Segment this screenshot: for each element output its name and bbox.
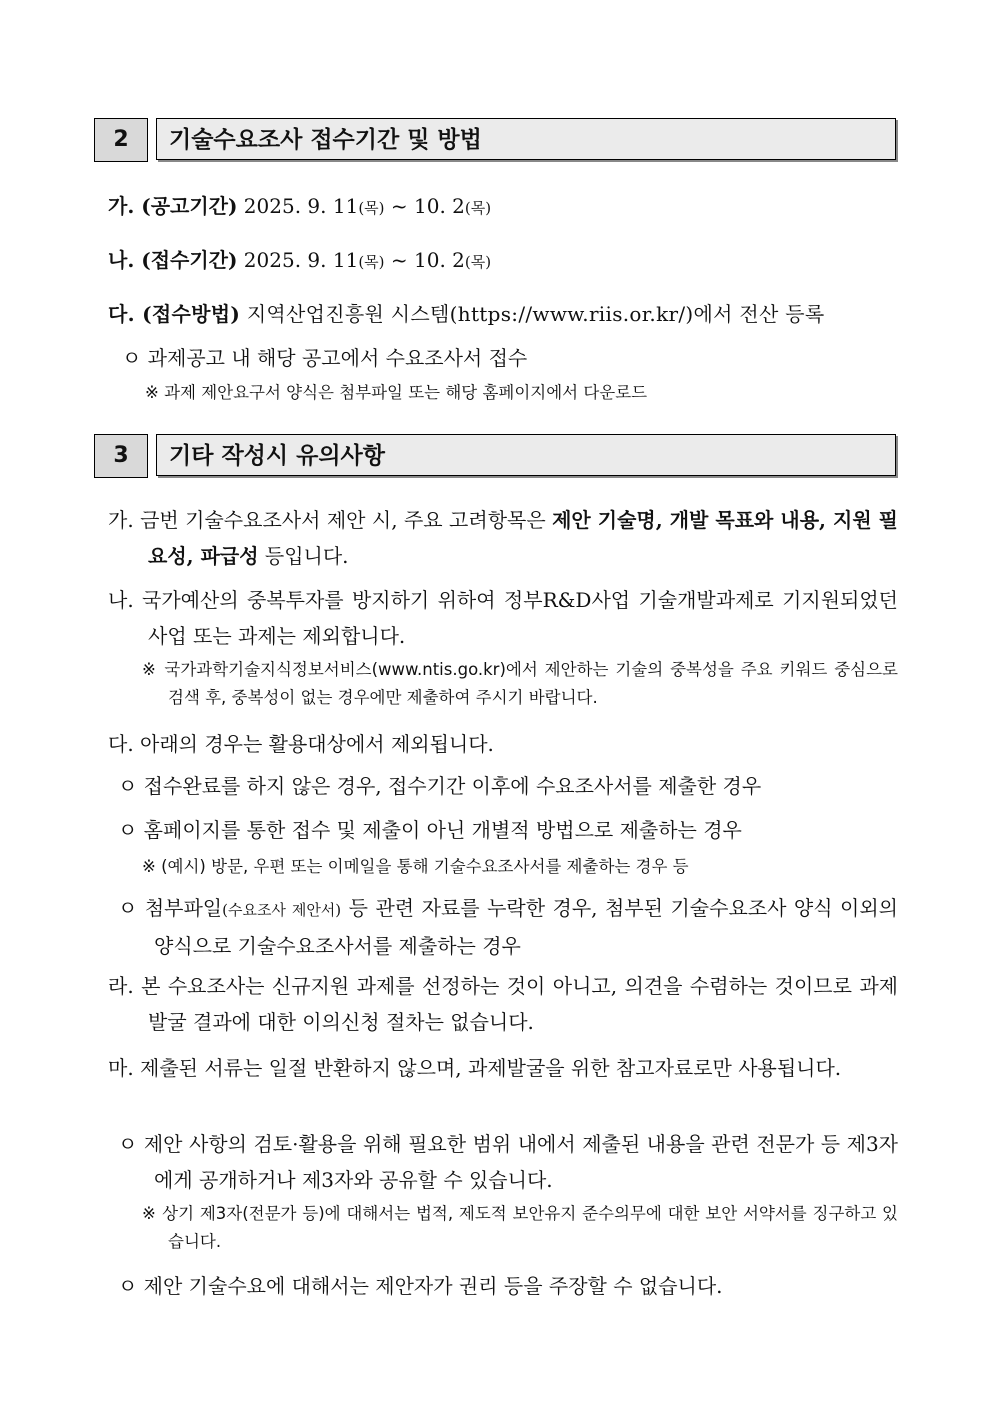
note: ※ 과제 제안요구서 양식은 첨부파일 또는 해당 홈페이지에서 다운로드 <box>145 383 648 402</box>
bullet-item: ㅇ 제안 사항의 검토·활용을 위해 필요한 범위 내에서 제출된 내용을 관련 전문가 등 제3자에게 공개하거나 제3자와 공유할 수 있습니다. <box>118 1132 898 1192</box>
item-label: 다. (접수방법) <box>108 302 241 326</box>
consideration-items: 가. 금번 기술수요조사서 제안 시, 주요 고려항목은 제안 기술명, 개발 목표와 내용, 지원 필요성, 파급성 등입니다. <box>108 508 898 568</box>
bullet-item: ㅇ 접수완료를 하지 않은 경우, 접수기간 이후에 수요조사서를 제출한 경우 <box>118 774 762 798</box>
item-label: 가. (공고기간) <box>108 194 238 218</box>
document-return-notice: 마. 제출된 서류는 일절 반환하지 않으며, 과제발굴을 위한 참고자료로만 사용됩니다. <box>108 1056 842 1080</box>
note: ※ 상기 제3자(전문가 등)에 대해서는 법적, 제도적 보안유지 준수의무에 대한 보안 서약서를 징구하고 있습니다. <box>142 1204 898 1251</box>
section-number: 2 <box>94 118 148 162</box>
no-appeal-notice: 라. 본 수요조사는 신규지원 과제를 선정하는 것이 아니고, 의견을 수렴하는 것이므로 과제 발굴 결과에 대한 이의신청 절차는 없습니다. <box>108 974 898 1034</box>
exclusion-heading: 다. 아래의 경우는 활용대상에서 제외됩니다. <box>108 732 494 756</box>
item-label: 나. (접수기간) <box>108 248 238 272</box>
bullet-item: ㅇ 과제공고 내 해당 공고에서 수요조사서 접수 <box>122 346 528 370</box>
section-number: 3 <box>94 434 148 478</box>
announcement-period: 가. (공고기간) 2025. 9. 11(목) ~ 10. 2(목) <box>108 194 492 218</box>
note: ※ 국가과학기술지식정보서비스(www.ntis.go.kr)에서 제안하는 기술의 중복성을 주요 키워드 중심으로 검색 후, 중복성이 없는 경우에만 제출하여 주시기 바랍니다. <box>142 660 898 707</box>
section-3-header <box>94 434 898 478</box>
submission-method: 다. (접수방법) 지역산업진흥원 시스템(https://www.riis.or.kr/)에서 전산 등록 <box>108 302 825 326</box>
exclusion-rule: 나. 국가예산의 중복투자를 방지하기 위하여 정부R&D사업 기술개발과제로 기지원되었던 사업 또는 과제는 제외합니다. <box>108 588 898 648</box>
bullet-item: ㅇ 첨부파일(수요조사 제안서) 등 관련 자료를 누락한 경우, 첨부된 기술수요조사 양식 이외의 양식으로 기술수요조사서를 제출하는 경우 <box>118 896 898 958</box>
bullet-item: ㅇ 제안 기술수요에 대해서는 제안자가 권리 등을 주장할 수 없습니다. <box>118 1274 723 1298</box>
section-title: 기타 작성시 유의사항 <box>156 434 896 476</box>
note: ※ (예시) 방문, 우편 또는 이메일을 통해 기술수요조사서를 제출하는 경우 등 <box>142 857 689 876</box>
bullet-item: ㅇ 홈페이지를 통한 접수 및 제출이 아닌 개별적 방법으로 제출하는 경우 <box>118 818 742 842</box>
section-title: 기술수요조사 접수기간 및 방법 <box>156 118 896 160</box>
section-2-header <box>94 118 898 162</box>
submission-period: 나. (접수기간) 2025. 9. 11(목) ~ 10. 2(목) <box>108 248 492 272</box>
